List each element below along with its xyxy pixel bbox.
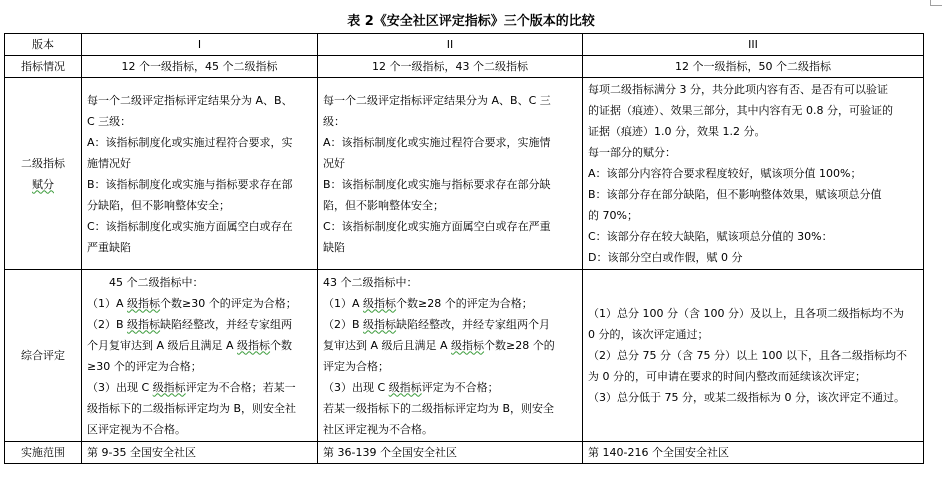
evaluation-v2-line: （3）出现 C 级指标评定为不合格； [323, 380, 499, 394]
evaluation-v1-line: （3）出现 C 级指标评定为不合格；若某一 [87, 380, 296, 394]
scoring-v3-line: D：该部分空白或作假，赋 0 分 [588, 251, 743, 264]
scoring-v3-line: 每项二级指标满分 3 分，共分此项内容有否、是否有可以验证 [588, 83, 888, 96]
evaluation-v3-line: （3）总分低于 75 分，或某二级指标为 0 分，该次评定不通过。 [588, 391, 905, 404]
scoring-v3-line: A：该部分内容符合要求程度较好，赋该项分值 100%； [588, 167, 862, 180]
evaluation-v3-line: 为 0 分的，可申请在要求的时间内整改而延续该次评定； [588, 370, 866, 383]
scope-v3: 第 140-216 个全国安全社区 [583, 442, 924, 464]
scoring-v3-line: 的证据（痕迹）、效果三部分，其中内容有无 0.8 分，可验证的 [588, 104, 893, 117]
row-indicators [5, 56, 924, 78]
evaluation-v1-line: 45 个二级指标中： [109, 275, 204, 289]
evaluation-v2-line: （2）B 级指标缺陷经整改，并经专家组两个月 [323, 317, 551, 331]
evaluation-v3-line: 0 分的，该次评定通过； [588, 328, 709, 341]
row-header-scope: 实施范围 [5, 442, 82, 464]
scoring-v3-line: 的 70%； [588, 209, 638, 222]
evaluation-v3-line: （1）总分 100 分（含 100 分）及以上，且各项二级指标均不为 [588, 307, 904, 320]
table-caption: 表 2《安全社区评定指标》三个版本的比较 [347, 14, 595, 29]
evaluation-v1-line: ≥30 个的评定为合格； [87, 359, 202, 373]
row-header-evaluation: 综合评定 [5, 270, 82, 442]
scoring-v2 [318, 78, 583, 270]
indicators-v2: 12 个一级指标，43 个二级指标 [318, 56, 583, 78]
scoring-v1-line: 严重缺陷 [87, 240, 131, 254]
text-boundary-mark [930, 0, 942, 6]
scope-v2: 第 36-139 个全国安全社区 [318, 442, 583, 464]
row-version [5, 34, 924, 56]
scoring-v2-line: B：该指标制度化或实施与指标要求存在部分缺 [323, 177, 551, 191]
scoring-v2-line: 缺陷 [323, 240, 345, 254]
scoring-v1-line: 每一个二级评定指标评定结果分为 A、B、 [87, 93, 293, 107]
evaluation-v3 [583, 270, 924, 442]
evaluation-v1 [82, 270, 318, 442]
scoring-header-line2: 赋分 [32, 177, 54, 191]
scoring-v1-line: 施情况好 [87, 156, 131, 170]
scoring-v3 [583, 78, 924, 270]
row-scoring [5, 78, 924, 270]
scoring-v1-line: B：该指标制度化或实施与指标要求存在部 [87, 177, 293, 191]
scoring-v3-line: B：该部分存在部分缺陷，但不影响整体效果，赋该项总分值 [588, 188, 882, 201]
evaluation-v2-line: 复审达到 A 级后且满足 A 级指标个数≥28 个的 [323, 338, 555, 352]
scoring-v2-line: 级： [323, 114, 345, 128]
version-comparison-table [4, 33, 924, 464]
scoring-v3-line: 证据（痕迹）1.0 分，效果 1.2 分。 [588, 125, 766, 138]
version-col-1: I [82, 34, 318, 56]
evaluation-v2-line: 43 个二级指标中： [323, 275, 418, 289]
scoring-header-line1: 二级指标 [21, 156, 65, 170]
evaluation-v1-line: （1）A 级指标个数≥30 个的评定为合格； [87, 296, 297, 310]
scoring-v1-line: C：该指标制度化或实施方面属空白或存在 [87, 219, 293, 233]
row-scope [5, 442, 924, 464]
evaluation-v1-line: （2）B 级指标缺陷经整改，并经专家组两 [87, 317, 293, 331]
version-col-2: II [318, 34, 583, 56]
scope-v1: 第 9-35 全国安全社区 [82, 442, 318, 464]
scoring-v3-line: C：该部分存在较大缺陷，赋该项总分值的 30%： [588, 230, 833, 243]
scoring-v2-line: C：该指标制度化或实施方面属空白或存在严重 [323, 219, 551, 233]
scoring-v1-line: 分缺陷，但不影响整体安全； [87, 198, 230, 212]
scoring-v2-line: 况好 [323, 156, 345, 170]
evaluation-v2-line: 若某一级指标下的二级指标评定均为 B，则安全 [323, 401, 555, 415]
row-evaluation [5, 270, 924, 442]
scoring-v3-line: 每一部分的赋分： [588, 146, 676, 159]
row-header-version: 版本 [5, 34, 82, 56]
scoring-v1-line: C 三级： [87, 114, 132, 128]
row-header-scoring [5, 78, 82, 270]
evaluation-v1-line: 个月复审达到 A 级后且满足 A 级指标个数 [87, 338, 293, 352]
scoring-v2-line: A：该指标制度化或实施过程符合要求，实施情 [323, 135, 551, 149]
scoring-v1-line: A：该指标制度化或实施过程符合要求，实 [87, 135, 293, 149]
evaluation-v1-line: 区评定视为不合格。 [87, 422, 186, 436]
evaluation-v2-line: 社区评定视为不合格。 [323, 422, 433, 436]
evaluation-v2-line: （1）A 级指标个数≥28 个的评定为合格； [323, 296, 533, 310]
scoring-v2-line: 陷，但不影响整体安全； [323, 198, 444, 212]
version-col-3: III [583, 34, 924, 56]
indicators-v1: 12 个一级指标，45 个二级指标 [82, 56, 318, 78]
evaluation-v3-line: （2）总分 75 分（含 75 分）以上 100 以下，且各二级指标均不 [588, 349, 907, 362]
indicators-v3: 12 个一级指标，50 个二级指标 [583, 56, 924, 78]
scoring-v1 [82, 78, 318, 270]
row-header-indicators: 指标情况 [5, 56, 82, 78]
scoring-v2-line: 每一个二级评定指标评定结果分为 A、B、C 三 [323, 93, 551, 107]
evaluation-v1-line: 级指标下的二级指标评定均为 B，则安全社 [87, 401, 297, 415]
evaluation-v2-line: 评定为合格； [323, 359, 389, 373]
evaluation-v2 [318, 270, 583, 442]
